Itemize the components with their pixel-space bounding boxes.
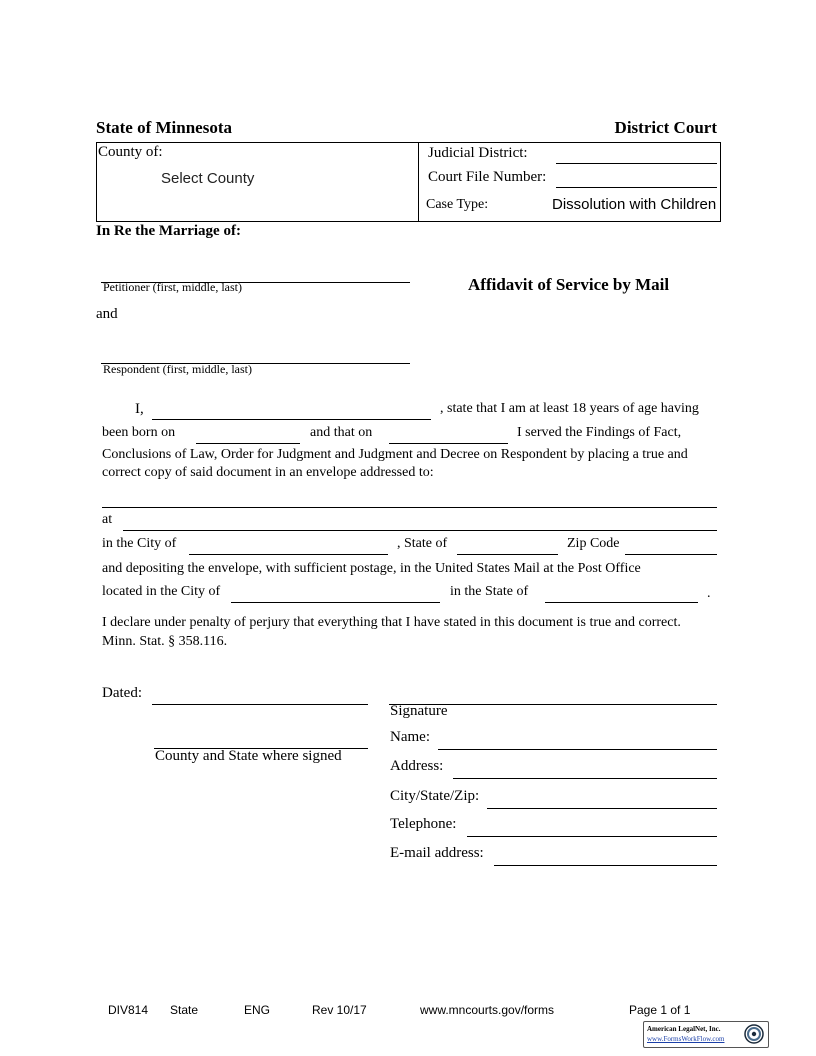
footer-form-code: DIV814 bbox=[108, 1003, 149, 1017]
signature-label: Signature bbox=[390, 703, 448, 719]
located-label: located in the City of bbox=[102, 584, 221, 599]
judicial-district-field[interactable] bbox=[556, 147, 717, 164]
city-field[interactable] bbox=[189, 538, 388, 555]
badge-site[interactable]: www.FormsWorkFlow.com bbox=[647, 1035, 725, 1043]
badge-logo-icon bbox=[744, 1024, 764, 1044]
affiant-name-field[interactable] bbox=[152, 403, 431, 420]
court-heading: District Court bbox=[614, 118, 717, 137]
state-age-text: , state that I am at least 18 years of age having bbox=[440, 401, 699, 416]
zip-label: Zip Code bbox=[567, 536, 620, 551]
conclusions-text: Conclusions of Law, Order for Judgment and Judgment and Decree on Respondent by placing a true and bbox=[102, 447, 688, 462]
city-label: in the City of bbox=[102, 536, 177, 551]
i-label: I, bbox=[135, 401, 144, 417]
badge-company: American LegalNet, Inc. bbox=[647, 1025, 721, 1033]
judicial-district-label: Judicial District: bbox=[428, 145, 528, 161]
at-label: at bbox=[102, 512, 113, 527]
period-text: . bbox=[707, 586, 711, 601]
footer-lang: ENG bbox=[244, 1003, 271, 1017]
service-date-field[interactable] bbox=[389, 427, 508, 444]
court-file-number-field[interactable] bbox=[556, 171, 717, 188]
form-title: Affidavit of Service by Mail bbox=[468, 275, 670, 294]
in-state-label: in the State of bbox=[450, 584, 529, 599]
state-of-label: , State of bbox=[397, 536, 448, 551]
address-label: Address: bbox=[390, 758, 444, 774]
county-state-label: County and State where signed bbox=[155, 748, 342, 764]
and-that-on-label: and that on bbox=[310, 425, 373, 440]
depositing-text: and depositing the envelope, with sufficient postage, in the United States Mail at the Post Office bbox=[102, 561, 641, 576]
post-office-state-field[interactable] bbox=[545, 586, 698, 603]
declare-text: I declare under penalty of perjury that everything that I have stated in this document is true and correct. bbox=[102, 615, 681, 630]
post-office-city-field[interactable] bbox=[231, 586, 440, 603]
telephone-field[interactable] bbox=[467, 820, 717, 837]
petitioner-label: Petitioner (first, middle, last) bbox=[103, 280, 242, 294]
state-field[interactable] bbox=[457, 538, 558, 555]
footer-page: Page 1 of 1 bbox=[629, 1003, 691, 1017]
footer-url[interactable]: www.mncourts.gov/forms bbox=[420, 1003, 555, 1017]
name-field[interactable] bbox=[438, 733, 717, 750]
and-label: and bbox=[96, 306, 118, 322]
birth-date-field[interactable] bbox=[196, 427, 300, 444]
born-on-label: been born on bbox=[102, 425, 176, 440]
correct-copy-text: correct copy of said document in an envelope addressed to: bbox=[102, 465, 434, 480]
in-re-heading: In Re the Marriage of: bbox=[96, 223, 241, 239]
street-address-field[interactable] bbox=[123, 530, 717, 531]
name-label: Name: bbox=[390, 729, 430, 745]
statute-text: Minn. Stat. § 358.116. bbox=[102, 634, 228, 649]
telephone-label: Telephone: bbox=[390, 816, 457, 832]
footer-rev: Rev 10/17 bbox=[312, 1003, 367, 1017]
county-label: County of: bbox=[98, 144, 163, 160]
email-label: E-mail address: bbox=[390, 845, 484, 861]
dated-field[interactable] bbox=[152, 688, 368, 705]
city-state-zip-field[interactable] bbox=[487, 792, 717, 809]
caption-divider bbox=[418, 142, 419, 222]
case-type-label: Case Type: bbox=[426, 197, 489, 212]
american-legalnet-badge[interactable] bbox=[643, 1021, 769, 1048]
zip-field[interactable] bbox=[625, 538, 717, 555]
email-field[interactable] bbox=[494, 849, 717, 866]
state-heading: State of Minnesota bbox=[96, 118, 232, 137]
county-select[interactable]: Select County bbox=[161, 170, 255, 187]
city-state-zip-label: City/State/Zip: bbox=[390, 788, 480, 804]
address-field[interactable] bbox=[453, 762, 717, 779]
dated-label: Dated: bbox=[102, 685, 142, 701]
footer-state: State bbox=[170, 1003, 199, 1017]
served-text: I served the Findings of Fact, bbox=[517, 425, 682, 440]
respondent-label: Respondent (first, middle, last) bbox=[103, 362, 252, 376]
case-type-value[interactable]: Dissolution with Children bbox=[552, 196, 717, 213]
addressee-field[interactable] bbox=[102, 507, 717, 508]
court-file-number-label: Court File Number: bbox=[428, 169, 547, 185]
